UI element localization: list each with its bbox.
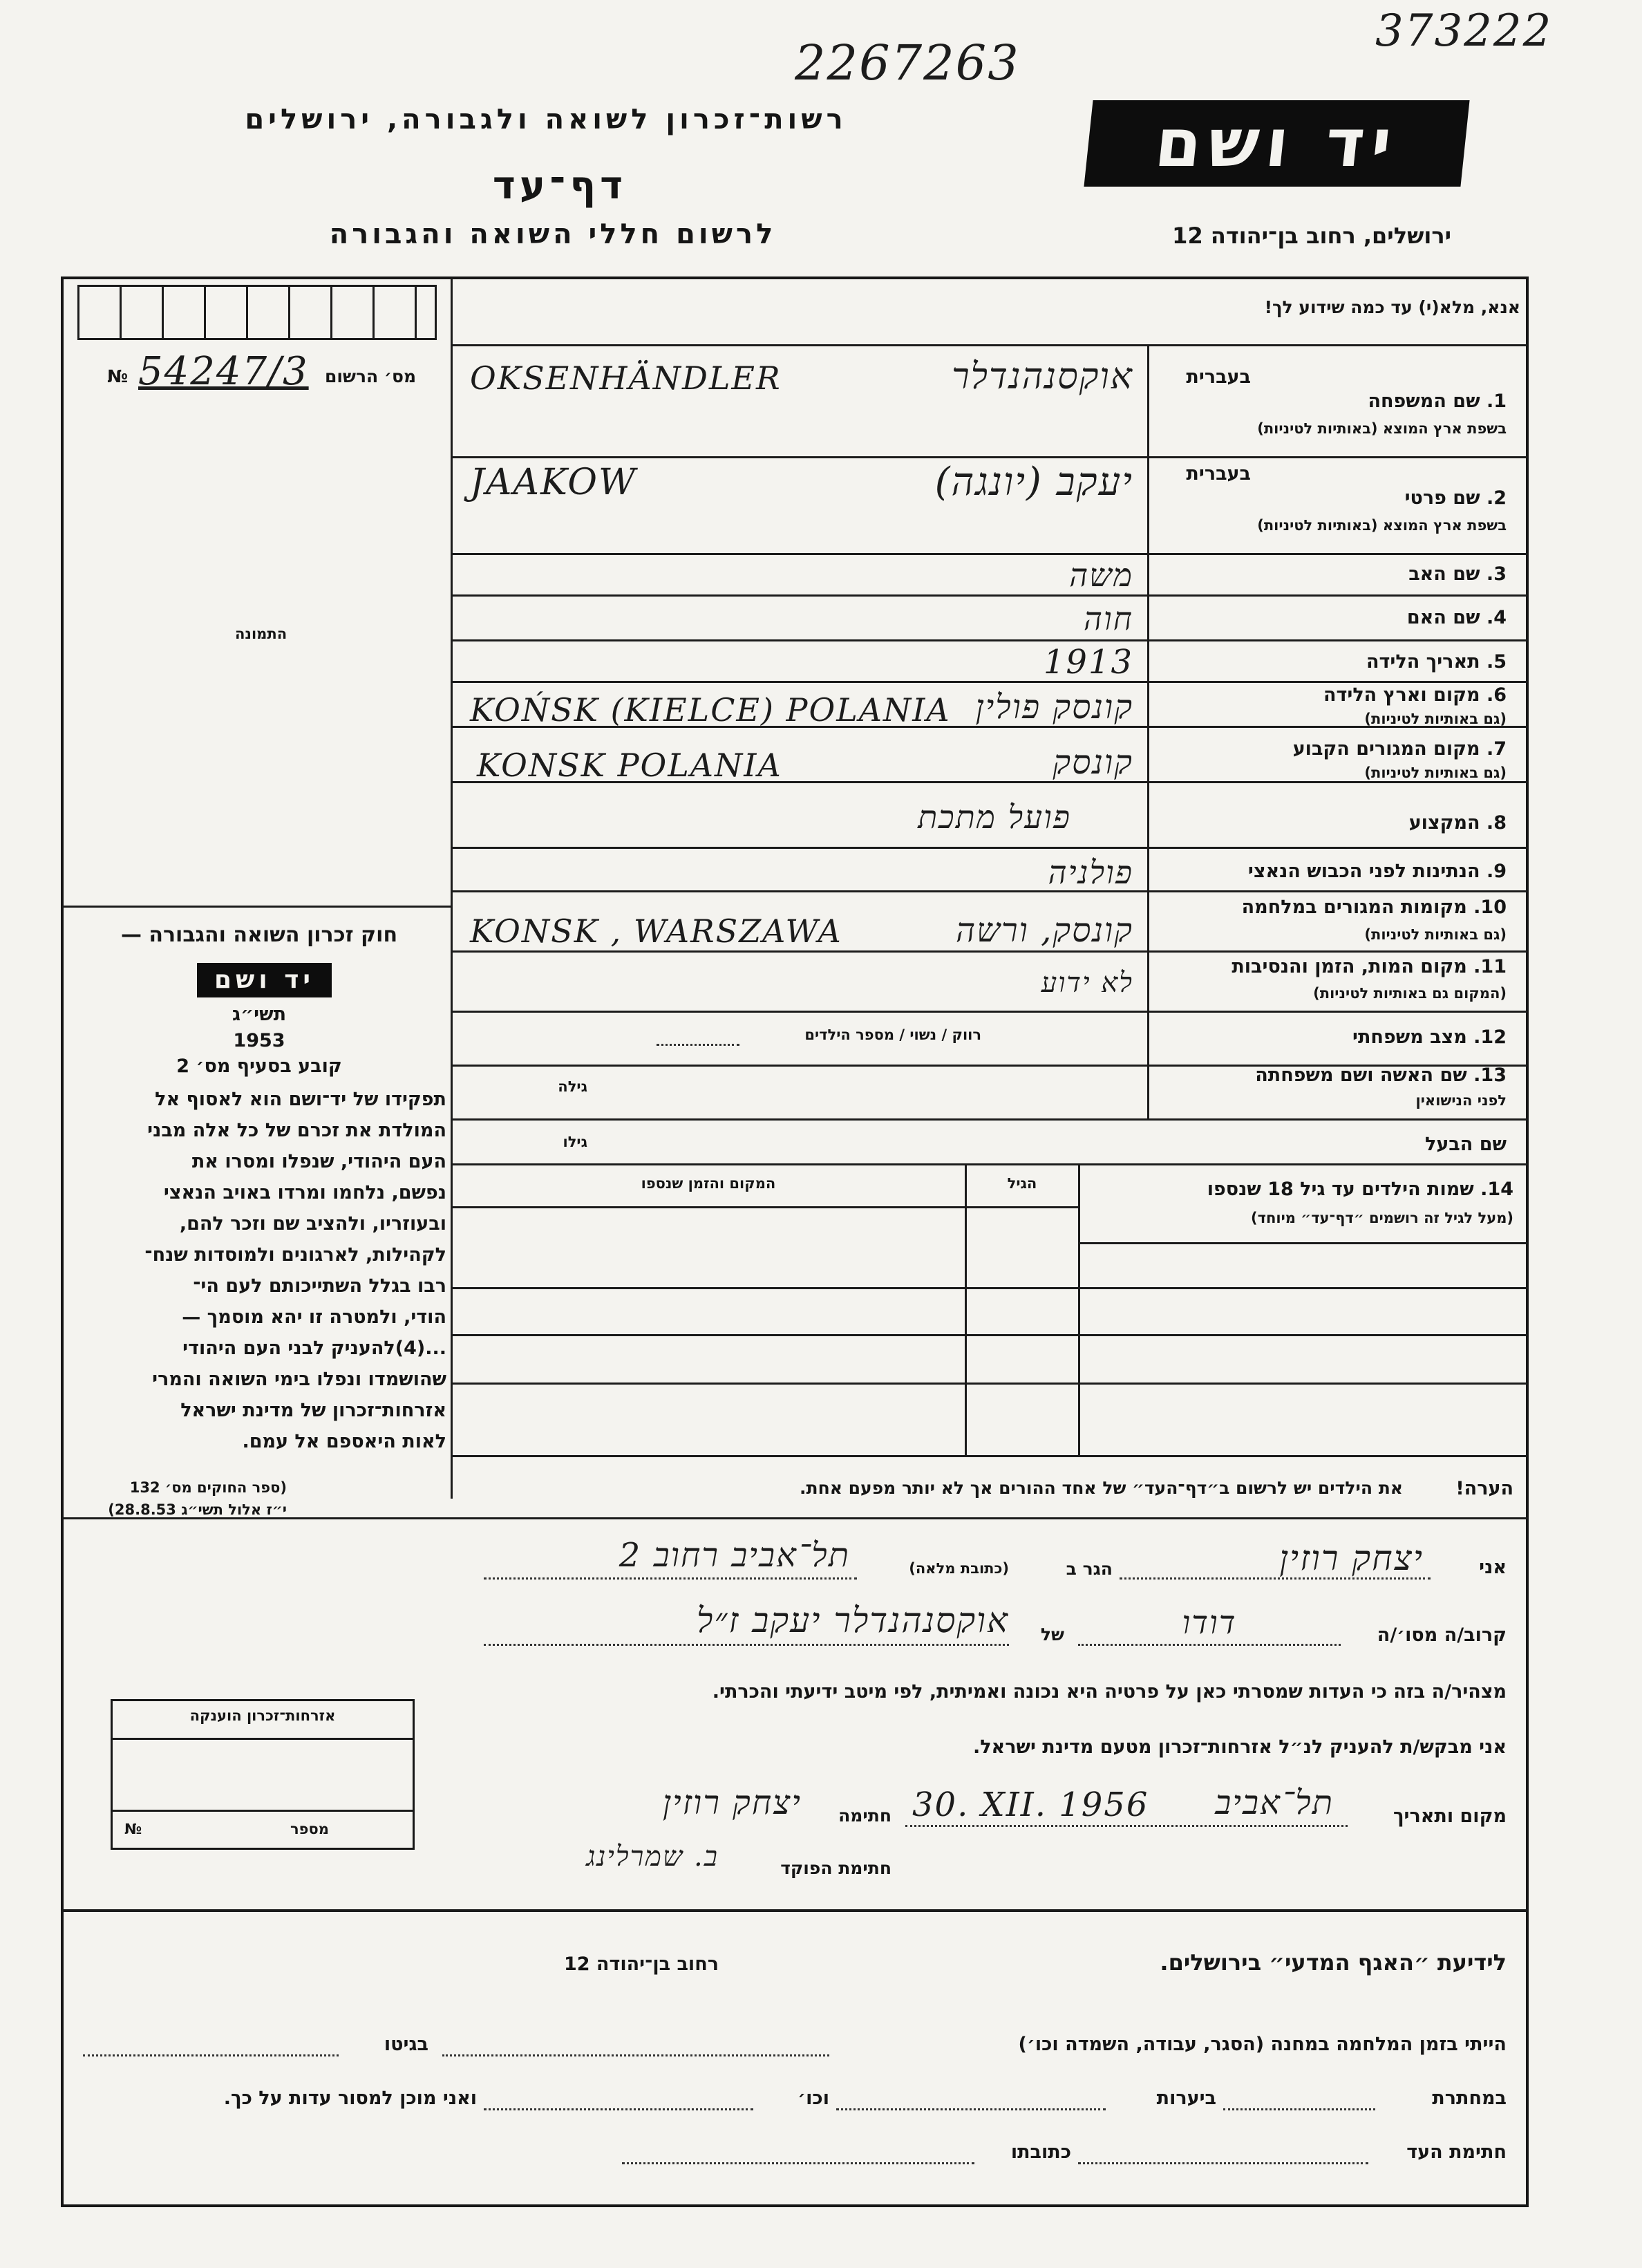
declarant-name: יצחק רוזין: [1279, 1538, 1424, 1578]
certificate-title: אזרחות־זכרון הוענקה: [189, 1707, 336, 1724]
field-8-value: פועל מתכת: [918, 798, 1071, 836]
field-2-value-hebrew: יעקב (יונגה): [934, 460, 1133, 505]
footer-address: רחוב בן־יהודה 12: [563, 1953, 719, 1975]
archive-number-top-right: 373222: [1375, 6, 1553, 57]
law-text: תפקידו של יד־ושם הוא לאסוף אל המולדת את זכרם של כל אלה מבני העם היהודי, שנפלו ומסרו את נפשם, נלחמו ומרדו באויב הנאצי ובעוזריו, ולהציב שם וזכר להם, לקהילות, לארגונים ולמוסדות שנח־ רבו בגלל השתייכותם לעם הי־ הודי, ולמטרה זו יהא מוסמך — ...(4)להעניק לבני העם היהודי שהושמדו ונפלו בימי השואה והמרי אזרחות־זכרון של מדינת ישראל לאות היאספם אל עמם.: [144, 1089, 446, 1452]
field-7-label: 7. מקום המגורים הקבוע: [1292, 738, 1507, 760]
resides-label: הגר ב: [1066, 1559, 1113, 1579]
place-date-label: מקום ותאריך: [1393, 1806, 1507, 1827]
field-11-value: לא ידוע: [1041, 967, 1133, 999]
reg-number-value: 54247/3: [138, 349, 309, 394]
hebrew-word-2: בעברית: [1186, 463, 1251, 485]
footer-underground: במחתרת: [1432, 2088, 1507, 2109]
note-text: את הילדים יש לרשום ב״דף־העד״ של אחד ההורים אך לא יותר מפעם אחת.: [800, 1478, 1403, 1498]
registration-slots: [77, 285, 437, 340]
field-2-sub: בשפת ארץ המוצא (באותיות לטיניות): [1257, 517, 1507, 534]
field-1-label: 1. שם המשפחה: [1368, 391, 1507, 412]
declarant-label: אני: [1479, 1557, 1507, 1578]
footer-line1-ghetto: בגיטו: [384, 2034, 428, 2055]
field-12-label: 12. מצב משפחתי: [1352, 1027, 1507, 1048]
law-year-heb: תשי״ג: [232, 1004, 287, 1025]
col-place: המקום והזמן שנספו: [641, 1175, 776, 1192]
field-1-value-latin: OKSENHÄNDLER: [470, 359, 782, 397]
of-value: אוקסנהנדלר יעקב ז״ל: [697, 1600, 1009, 1640]
relation-label: קרוב/ה מסו׳/ה: [1377, 1624, 1507, 1646]
field-6-value-hebrew: קונסק פולין: [975, 688, 1133, 727]
field-4-label: 4. שם האם: [1406, 607, 1507, 628]
law-clause: קובע בסעיף מס׳ 2: [176, 1056, 342, 1077]
form-subtitle: לרשום חללי השואה והגבורה: [329, 218, 777, 250]
footer-etc: וכו׳: [798, 2088, 829, 2109]
footer-witness-address: כתובתו: [1010, 2142, 1071, 2163]
field-10-sub: (גם באותיות לטיניות): [1364, 926, 1507, 943]
form-title: דף־עד: [492, 163, 627, 208]
instruction: אנא, מלא(י) עד כמה שידוע לך!: [1264, 297, 1520, 317]
law-year: 1953: [233, 1030, 285, 1051]
field-6-sub: (גם באותיות לטיניות): [1364, 711, 1507, 727]
field-1-sub: בשפת ארץ המוצא (באותיות לטיניות): [1257, 420, 1507, 437]
signature-label: חתימה: [838, 1806, 891, 1826]
address-value: תל־אביב רחוב 2: [619, 1536, 850, 1575]
field-5-value: 1913: [1043, 643, 1133, 682]
field-7-sub: (גם באותיות לטיניות): [1364, 765, 1507, 781]
husband-label: שם הבעל: [1424, 1134, 1507, 1155]
certificate-number-label: מספר: [290, 1821, 329, 1837]
law-title: חוק זכרון השואה והגבורה —: [120, 923, 398, 947]
field-6-label: 6. מקום וארץ הלידה: [1323, 684, 1507, 706]
field-9-value: פולניה: [1048, 854, 1133, 891]
field-7-value-latin: KONSK POLANIA: [477, 747, 782, 784]
field-5-label: 5. תאריך הלידה: [1366, 651, 1507, 673]
yad-vashem-logo: יד ושם: [1084, 100, 1469, 187]
signature-value: יצחק רוזין: [662, 1783, 802, 1822]
certificate-number-prefix: №: [124, 1821, 142, 1837]
field-6-value-latin: KOŃSK (KIELCE) POLANIA: [470, 691, 951, 729]
footer-line1-camp: הייתי בזמן המלחמה במחנה (הסגר, עבודה, השמדה וכו׳): [1018, 2034, 1507, 2055]
field-14-sub: (מעל לגיל זה רושמים ״דף־עד״ מיוחד): [1251, 1210, 1513, 1226]
field-2-label: 2. שם פרטי: [1404, 487, 1507, 509]
law-reference-1: (ספר החוקים מס׳ 132: [129, 1479, 287, 1496]
field-11-label: 11. מקום המות, הזמן והנסיבות: [1232, 956, 1507, 977]
field-10-label: 10. מקומות המגורים במלחמה: [1241, 897, 1507, 918]
field-13-label: 13. שם האשה ושם משפחתה: [1255, 1065, 1507, 1086]
law-reference-2: י״ז אלול תשי״ג 28.8.53): [108, 1501, 287, 1518]
col-age: הגיל: [1007, 1175, 1037, 1192]
footer-willing: ואני מוכן למסור עדות על כך.: [223, 2088, 477, 2109]
reg-number-prefix: №: [107, 366, 129, 386]
field-11-sub: (המקום גם באותיות לטיניות): [1313, 985, 1507, 1002]
official-value: ב. שמרלינג: [586, 1841, 719, 1873]
field-10-value-latin: KONSK , WARSZAWA: [470, 912, 842, 950]
of-label: של: [1040, 1624, 1064, 1644]
field-13-age-label: גילה: [558, 1078, 587, 1095]
field-10-value-hebrew: קונסק, ורשה: [955, 911, 1133, 950]
field-1-value-hebrew: אוקסנהנדלר: [952, 356, 1133, 397]
field-2-value-latin: JAAKOW: [470, 462, 637, 503]
archive-number-top-center: 2267263: [795, 35, 1020, 91]
field-7-value-hebrew: קונסק: [1053, 743, 1133, 782]
place-value: תל־אביב: [1215, 1783, 1334, 1822]
field-8-label: 8. המקצוע: [1408, 812, 1507, 834]
field-13-sub: לפני הנישואין: [1415, 1092, 1507, 1109]
date-value: 30. XII. 1956: [912, 1786, 1149, 1824]
note-label: הערה!: [1455, 1478, 1513, 1499]
law-logo: יד ושם: [197, 963, 332, 997]
field-3-label: 3. שם האב: [1408, 563, 1507, 585]
address: ירושלים, רחוב בן־יהודה 12: [1172, 223, 1451, 249]
field-12-options: רווק / נשוי / מספר הילדים: [804, 1027, 981, 1043]
field-14-label: 14. שמות הילדים עד גיל 18 שנספו: [1207, 1179, 1513, 1200]
relation-value: דודו: [1182, 1604, 1237, 1641]
footer-forests: ביערות: [1156, 2088, 1216, 2109]
footer-title: לידיעת ״האגף המדעי״ בירושלים.: [1160, 1949, 1507, 1976]
field-4-value: חוה: [1084, 600, 1133, 637]
address-note: (כתובת מלאה): [909, 1560, 1009, 1577]
official-label: חתימת הפוקד: [780, 1858, 891, 1878]
field-9-label: 9. הנתינות לפני הכבוש הנאצי: [1247, 861, 1507, 882]
authority-line: רשות־זכרון לשואה ולגבורה, ירושלים: [245, 104, 847, 135]
statement-1: מצהיר/ה בזה כי העדות שמסרתי כאן על פרטיה היא נכונה ואמיתית, לפי מיטב ידיעתי והכרתי.: [712, 1681, 1507, 1703]
footer-witness-signature: חתימת העד: [1406, 2142, 1507, 2163]
husband-age-label: גילו: [563, 1134, 587, 1150]
hebrew-word-1: בעברית: [1186, 366, 1251, 388]
field-3-value: משה: [1069, 556, 1133, 594]
photo-label: התמונה: [235, 626, 287, 642]
statement-2: אני מבקש/ת להעניק לנ״ל אזרחות־זכרון מטעם מדינת ישראל.: [972, 1736, 1507, 1758]
reg-number-label: מס׳ הרשום: [325, 366, 417, 386]
